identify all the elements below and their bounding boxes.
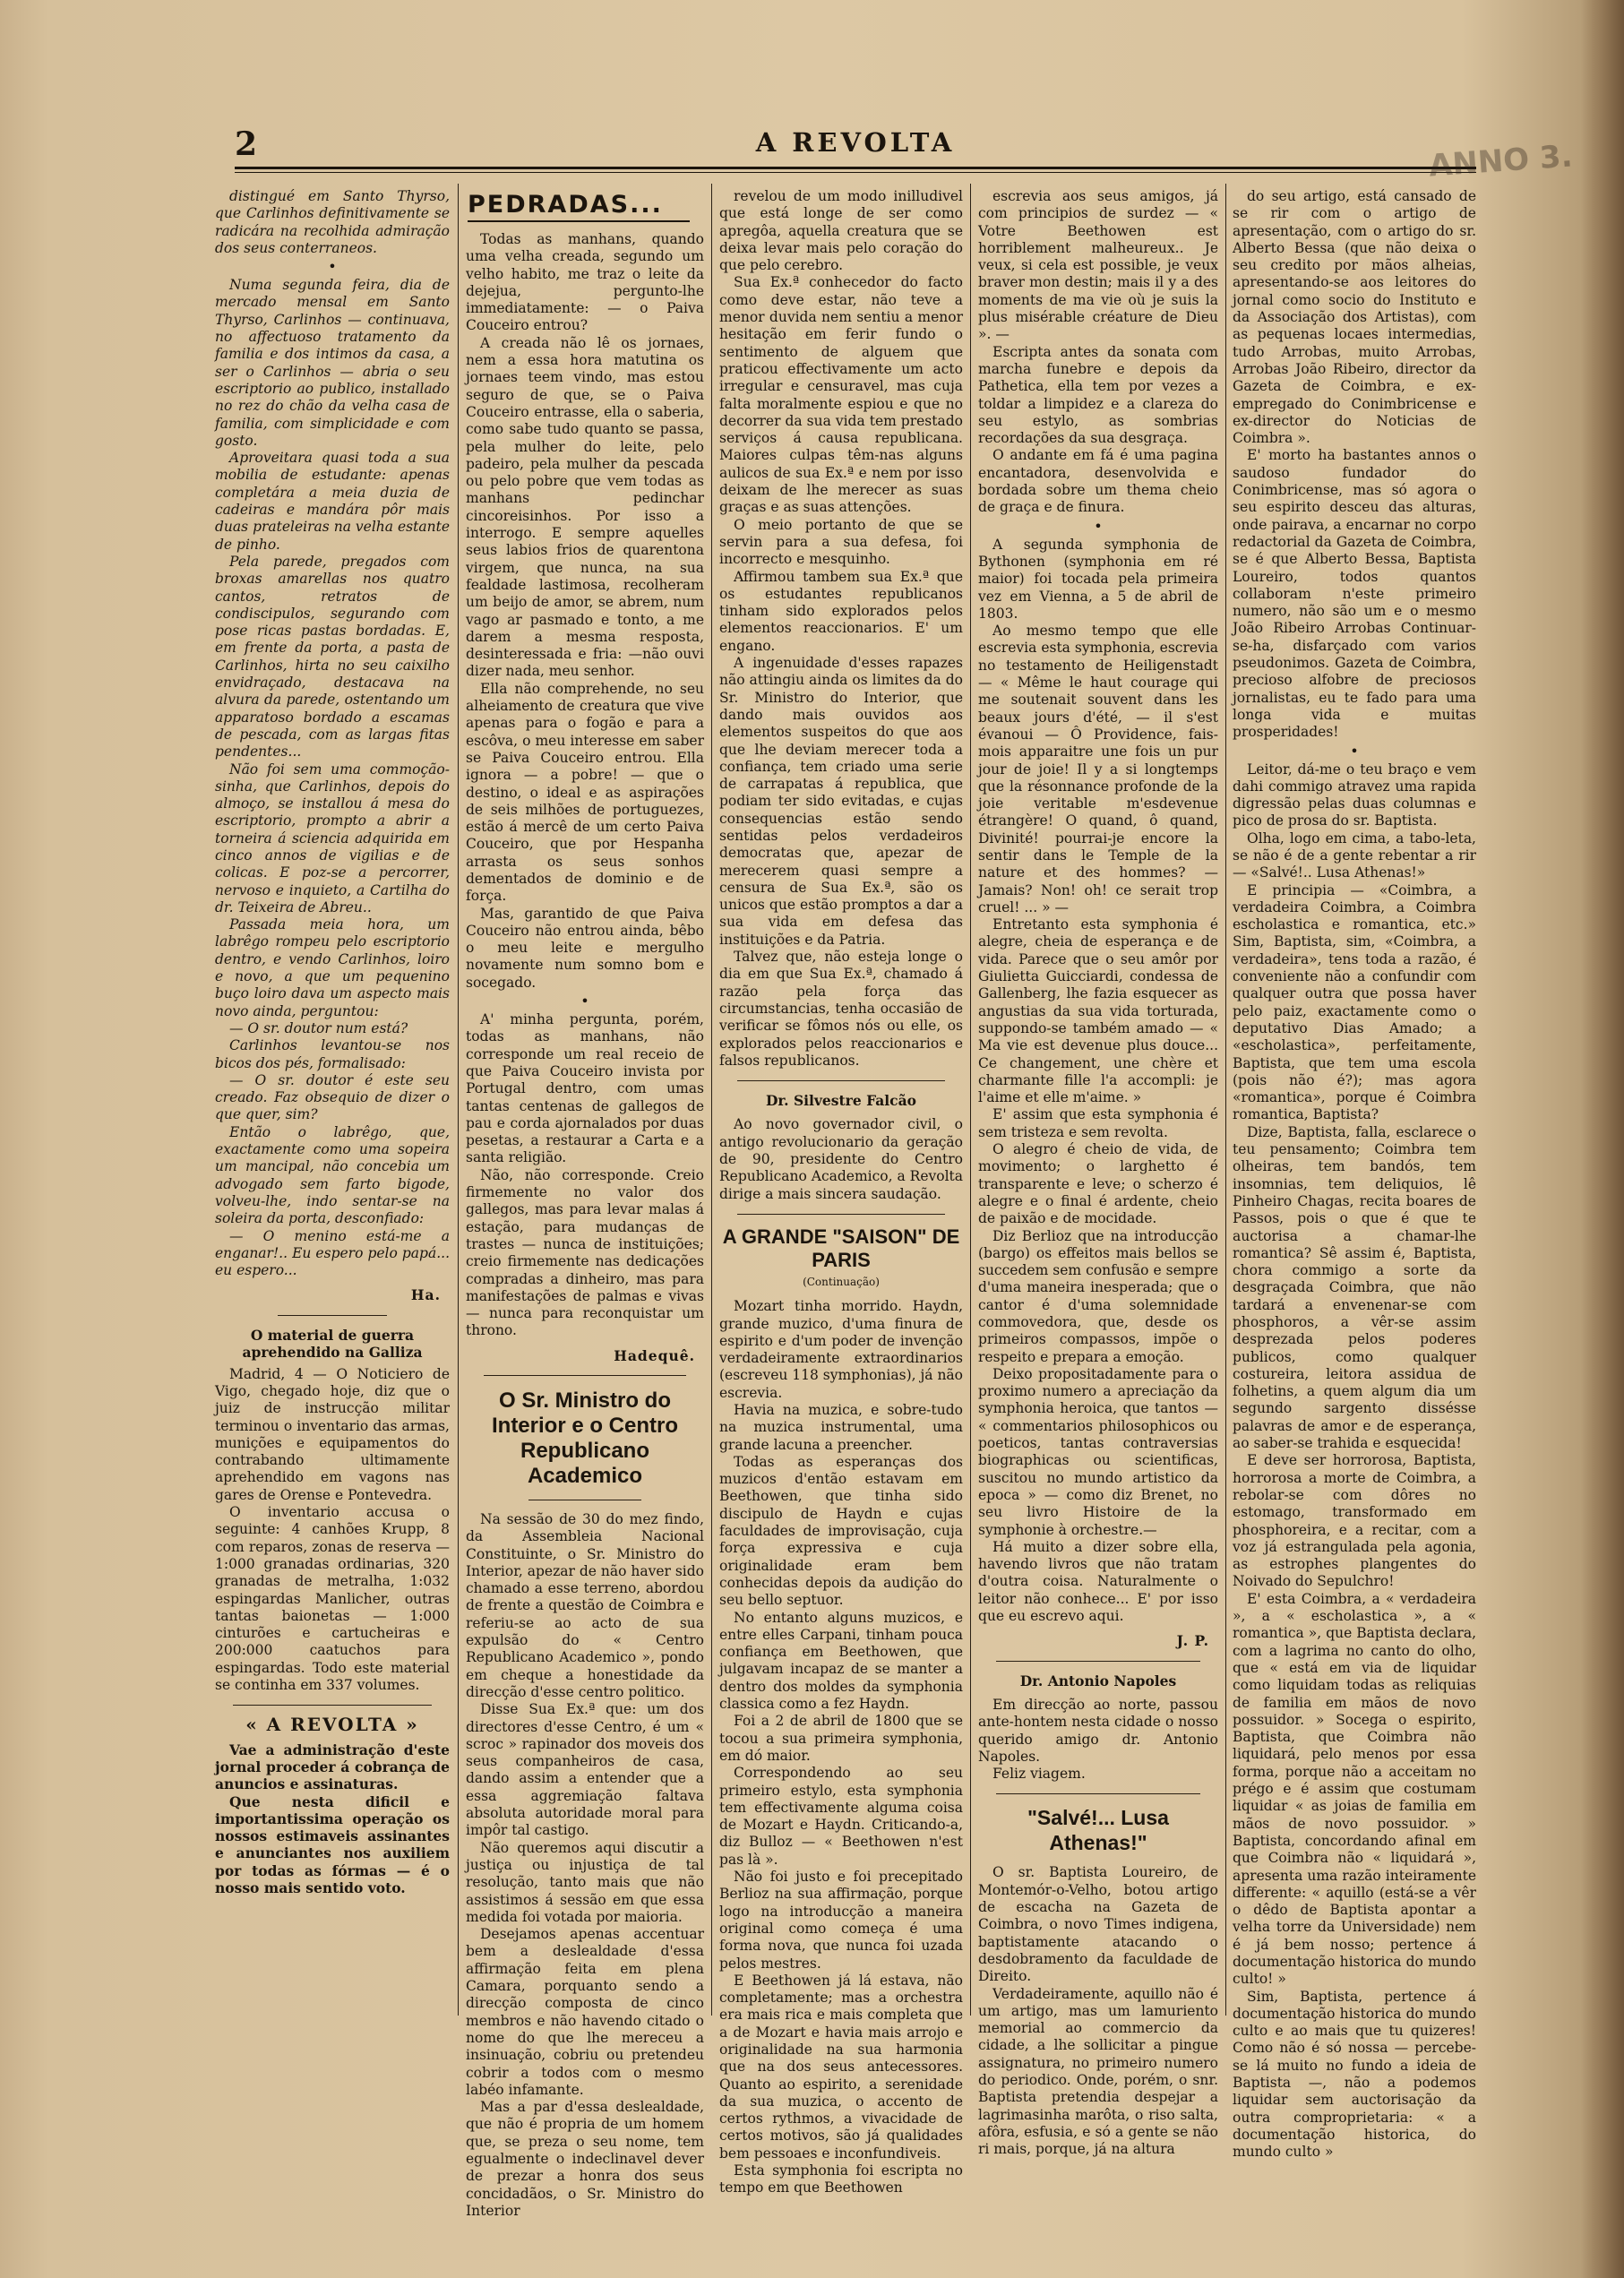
article-paragraph: Disse Sua Ex.ª que: um dos directores d'esse Centro, é um « scroc » rapinador dos moveis dos seus companheiros de casa, dando assim a entender que a essa aggremiação faltava absoluta autoridade moral para impôr tal castigo.: [466, 1701, 704, 1839]
article-paragraph: O alegro é cheio de vida, de movimento; o larghetto é transparente e leve; o scherzo é alegre e o final é ardente, cheio de paixão e de mocidade.: [978, 1141, 1218, 1227]
article-paragraph: escrevia aos seus amigos, já com principios de surdez — « Votre Beethowen est horriblement malheureux.. Je veux, si cela est possible, je veux braver mon destin; mais il y a des moments de ma vie où je suis la plus misérable créature de Dieu ». —: [978, 188, 1218, 343]
article-paragraph: Talvez que, não esteja longe o dia em que Sua Ex.ª, chamado á razão pela força das circumstancias, tenha occasião de verificar se fômos nós ou elle, os explorados pelos reaccionarios e falsos republicanos.: [719, 949, 963, 1069]
ornament: •: [328, 258, 337, 276]
story-paragraph: — O sr. doutor num está?: [229, 1019, 408, 1036]
article-paragraph: Mas, garantido de que Paiva Couceiro não entrou ainda, bêbo o meu leite e mergulho novamente num somno bom e socegado.: [466, 905, 704, 991]
article-paragraph: Não queremos aqui discutir a justiça ou injustiça de tal resolução, tanto mais que não assistimos á sessão em que essa medida foi votada por maioria.: [466, 1839, 704, 1925]
story-paragraph: Aproveitara quasi toda a sua mobilia de estudante: apenas completára a meia duzia de cadeiras e mandára pôr mais duas prateleiras na velha estante de pinho.: [215, 450, 450, 553]
author-signature: Ha.: [410, 1286, 441, 1304]
article-paragraph: Ao mesmo tempo que elle escrevia esta symphonia, escrevia no testamento de Heiligenstadt — « Même le haut courage qui me soutenait souvent dans les beaux jours d'été, — il s'est évanoui — Ô Providence, fais-mois apparaitre une fois un pur jour de joie! Il y a si longtemps que la résonnance profonde de la joie veritable m'esdevenue étrangère! O quand, ô quand, Divinité! pourrai-je encore la sentir dans le Temple de la nature et des hommes? — Jamais? Non! oh! ce serait trop cruel! ... » —: [978, 623, 1218, 915]
column-divider: [711, 184, 712, 2016]
story-paragraph: Carlinhos levantou-se nos bicos dos pés, formalisado:: [215, 1037, 450, 1071]
article-paragraph: Ella não comprehende, no seu alheiamento de creatura que vive apenas para o fogão e para a escôva, o meu interesse em saber se Paiva Couceiro entrou. Ella ignora — a pobre! — que o destino, o ideal e as aspirações de seis milhões de portuguezes, estão á mercê de um certo Paiva Couceiro, que por Hespanha arrasta os seus sonhos dementados de dominio e de força.: [466, 680, 704, 905]
article-paragraph: Deixo propositadamente para o proximo numero a apreciação da symphonia heroica, que tantos — « commentarios philosophicos ou poeticos, tantas contraversias biographicas ou scientificas, suscitou no mundo artistico da epoca » — como diz Brenet, no seu livro Histoire de la symphonie à orchestre.—: [978, 1365, 1218, 1538]
article-paragraph: Escripta antes da sonata com marcha funebre e depois da Pathetica, ella tem por vezes a toldar a limpidez e a clareza do seu estylo, as sombrias recordações da sua desgraça.: [978, 343, 1218, 447]
column-2: [466, 188, 705, 2219]
article-paragraph: Todas as manhans, quando uma velha creada, segundo um velho habito, me traz o leite da dejejua, pergunto-lhe immediatamente: — o Paiva Couceiro entrou?: [466, 231, 704, 334]
article-paragraph: E' assim que esta symphonia é sem tristeza e sem revolta.: [978, 1106, 1218, 1140]
story-paragraph: Numa segunda feira, dia de mercado mensal em Santo Thyrso, Carlinhos — continuava, no affectuoso tratamento da familia e dos intimos da casa, a ser o Carlinhos — abria o seu escriptorio ao publico, installado no rez do chão da velha casa de familia, com simplicidade e com gosto.: [215, 277, 450, 449]
column-3: [719, 188, 964, 2196]
separator: [737, 1080, 945, 1081]
column-1: [215, 188, 450, 2016]
headline-pedradas: PEDRADAS...: [468, 190, 690, 222]
article-paragraph: Dize, Baptista, falla, esclarece o teu pensamento; Coimbra tem olheiras, tem bandós, tem insomnias, tem deliquios, lê Pinheiro Chagas, recita boares de Passos, pois o que é que te auctorisa a chamar-lhe romantica? Sê assim é, Baptista, chora commigo a sorte da desgraçada Coimbra, que não tardará a envenenar-se com phosphoros, a vêr-se assim desprezada pelos poderes publicos, como qualquer costureira, leitora assidua de folhetins, a quem algum dia um segundo sargento dissésse palavras de amor e de esperança, ao saber-se trahida e esquecida!: [1233, 1123, 1476, 1452]
headline-napoles: Dr. Antonio Napoles: [1019, 1672, 1177, 1689]
column-divider: [970, 184, 971, 2016]
article-paragraph: E Beethowen já lá estava, não completamente; mas a orchestra era mais rica e mais completa que a de Mozart e havia mais arrojo e originalidade na sua harmonia que na dos seus antecessores. Quanto ao espirito, a serenidade da sua muzica, o accento de certos rythmos, a vivacidade de certos motivos, são já qualidades bem pessoaes e inconfundiveis.: [719, 1972, 963, 2162]
article-paragraph: Sim, Baptista, pertence á documentação historica do mundo culto e ao mais que tu quizeres! Como não é só nossa — percebe-se lá muito no fundo a ideia de Baptista —, não a podemos liquidar sem auctorisação da outra comproprietaria: « a documentação historica, do mundo culto »: [1233, 1988, 1476, 2161]
article-paragraph: Correspondendo ao seu primeiro estylo, esta symphonia tem effectivamente alguma coisa de Mozart e Haydn. Criticando-a, diz Bulloz — « Beethowen n'est pas là ».: [719, 1765, 963, 1868]
author-signature: Hadequê.: [614, 1346, 695, 1364]
separator: [484, 1375, 686, 1376]
headline-guerra: O material de guerra aprehendido na Galliza: [242, 1326, 423, 1361]
continuation-label: (Continuação): [803, 1275, 880, 1288]
article-paragraph: Affirmou tambem sua Ex.ª que os estudantes republicanos tinham sido explorados pelos elementos reaccionarios. E' um engano.: [719, 568, 963, 654]
article-paragraph: A' minha pergunta, porém, todas as manhans, não corresponde um real receio de que Paiva Couceiro invista por Portugal dentro, com umas tantas centenas de gallegos de pau e corda ajornalados por duas pesetas, a restaurar a Carta e a santa religião.: [466, 1011, 704, 1166]
article-paragraph: Madrid, 4 — O Noticiero de Vigo, chegado hoje, diz que o juiz de instrucção militar terminou o inventario das armas, munições e equipamentos do contrabando ultimamente aprehendido em vagons nas gares de Orense e Pontevedra.: [215, 1365, 450, 1503]
story-paragraph: Não foi sem uma commoção-sinha, que Carlinhos, depois do almoço, se installou á mesa do escriptorio, prompto a abrir a torneira á sciencia adquirida em cinco annos de vigilias e de colicas. E poz-se a percorrer, nervoso e inquieto, a Cartilha do dr. Teixeira de Abreu..: [215, 761, 450, 915]
stamp-watermark: ANNO 3.: [1427, 138, 1574, 185]
article-paragraph: E' morto ha bastantes annos o saudoso fundador do Conimbricense, mas só agora o seu espirito desceu das alturas, onde pairava, a encarnar no corpo redactorial da Gazeta de Coimbra, se é que Alberto Bessa, Baptista Loureiro, todos quantos collaboram n'este primeiro numero, não são um e o mesmo João Ribeiro Arrobas Continuar-se-ha, disfarçado com varios pseudonimos. Gazeta de Coimbra, precioso alfobre de preciosos jornalistas, eu te fado para uma longa vida e muitas prosperidades!: [1233, 447, 1476, 741]
headline-revolta: « A REVOLTA »: [245, 1714, 419, 1736]
article-paragraph: Em direcção ao norte, passou ante-hontem nesta cidade o nosso querido amigo dr. Antonio Napoles.: [978, 1696, 1218, 1765]
article-paragraph: Havia na muzica, e sobre-tudo na muzica instrumental, uma grande lacuna a preencher.: [719, 1402, 963, 1453]
separator: [996, 1793, 1200, 1794]
article-paragraph: Verdadeiramente, aquillo não é um artigo, mas um lamuriento memorial ao commercio da cidade, a lhe sollicitar a pingue assignatura, no primeiro numero do periodico. Onde, porém, o snr. Baptista pretendia despejar a lagrimasinha marôta, o riso salta, afôra, esfusia, e só a gente se não ri mais, porque, já na altura: [978, 1985, 1218, 2158]
notice-paragraph: Vae a administração d'este jornal proceder á cobrança de anuncios e assinaturas.: [215, 1741, 450, 1793]
newspaper-title: A REVOLTA: [755, 127, 956, 158]
story-paragraph: Passada meia hora, um labrêgo rompeu pelo escriptorio dentro, e vendo Carlinhos, loiro e novo, a que um pequenino buço loiro dava um aspecto mais novo ainda, perguntou:: [215, 916, 450, 1019]
page-number: 2: [235, 125, 258, 163]
article-paragraph: E principia — «Coimbra, a verdadeira Coimbra, a Coimbra escholastica e romantica, etc.» Sim, Baptista, sim, «Coimbra, a verdadeira», tens toda a razão, é conveniente não a confundir com qualquer outra que possa haver pelo paiz, exactamente como o deputativo Dias Amado; a «escholastica», perfeitamente, Baptista, que tem uma escola (pois não é?); mas agora «romantica», porque é Coimbra romantica, Baptista?: [1233, 881, 1476, 1123]
article-paragraph: Olha, logo em cima, a tabo-leta, se não é de a gente rebentar a rir — «Salvé!.. Lusa Athenas!»: [1233, 830, 1476, 881]
article-paragraph: Não foi justo e foi precepitado Berlioz na sua affirmação, porque logo na introducção a maneira original como começa é uma forma nova, que nunca foi uzada pelos mestres.: [719, 1869, 963, 1972]
article-paragraph: Na sessão de 30 do mez findo, da Assembleia Nacional Constituinte, o Sr. Ministro do Interior, apezar de não haver sido chamado a esse terreno, abordou de frente a questão de Coimbra e referiu-se ao acto de sua expulsão do « Centro Republicano Academico », pondo em cheque a honestidade da direcção d'esse centro politico.: [466, 1511, 705, 1700]
article-paragraph: O andante em fá é uma pagina encantadora, desenvolvida e bordada sobre um thema cheio de graça e de finura.: [978, 447, 1218, 516]
headline-salve: "Salvé!... Lusa Athenas!": [1027, 1806, 1169, 1855]
article-paragraph: No entanto alguns muzicos, e entre elles Carpani, tinham pouca confiança em Beethowen, que julgavam incapaz de se manter a dentro dos moldes da symphonia classica como a fez Haydn.: [719, 1609, 963, 1713]
article-paragraph: revelou de um modo inilludivel que está longe de ser como apregôa, aquella creatura que se deixa levar mais pelo coração do que pelo cerebro.: [719, 188, 963, 274]
ornament: •: [580, 993, 589, 1010]
article-paragraph: Entretanto esta symphonia é alegre, cheia de esperança e de vida. Parece que o seu amôr por Giulietta Guicciardi, condessa de Gallenberg, lhe fazia esquecer as angustias da sua vida torturada, suppondo-se também amado — « Ma vie est devenue plus douce... Ce changement, une chère et charmante fille l'a accompli: je l'aime et elle m'aime. »: [978, 916, 1218, 1106]
ornament: •: [1094, 517, 1103, 535]
separator: [737, 1214, 945, 1215]
story-paragraph: Então o labrêgo, que, exactamente como uma sopeira um mancipal, não concebia um advogado sem farto bigode, volveu-lhe, indo sentar-se na soleira da porta, desconfiado:: [215, 1123, 450, 1227]
article-paragraph: O meio portanto de que se servin para a sua defesa, foi incorrecto e mesquinho.: [719, 516, 963, 568]
masthead: [235, 125, 1476, 163]
column-divider: [1225, 184, 1226, 2016]
article-paragraph: O sr. Baptista Loureiro, de Montemór-o-Velho, botou artigo de escacha na Gazeta de Coimbra, o novo Times indigena, baptistamente atacando o desdobramento da faculdade de Direito.: [978, 1864, 1218, 1985]
article-paragraph: Foi a 2 de abril de 1800 que se tocou a sua primeira symphonia, em dó maior.: [719, 1713, 963, 1764]
article-paragraph: Ao novo governador civil, o antigo revolucionario da geração de 90, presidente do Centro Republicano Academico, a Revolta dirige a mais sincera saudação.: [719, 1116, 964, 1202]
separator: [278, 1315, 387, 1316]
article-paragraph: O inventario accusa o seguinte: 4 canhões Krupp, 8 com reparos, zonas de reserva — 1:000 granadas ordinarias, 320 granadas de metralha, 1:032 espingardas Manlicher, outras tantas baionetas — 1:000 cinturões e cartucheiras e 200:000 caatuchos para espingardas. Todo este material se continha em 337 volumes.: [215, 1504, 450, 1694]
article-paragraph: Leitor, dá-me o teu braço e vem dahi commigo atravez uma rapida digressão pelas duas columnas e pico de prosa do sr. Baptista.: [1233, 761, 1476, 830]
masthead-rule-thin: [235, 172, 1476, 173]
story-paragraph: — O sr. doutor é este seu creado. Faz obsequio de dizer o que quer, sim?: [215, 1071, 450, 1123]
article-paragraph: Não, não corresponde. Creio firmemente no valor dos gallegos, mas para levar malas á estação, para mudanças de trastes — nunca de instituições; creio firmemente nas dedicações compradas a dinheiro, mas para manifestações de palmas e vivas — nunca para reconquistar um throno.: [466, 1166, 704, 1339]
article-paragraph: A creada não lê os jornaes, nem a essa hora matutina os jornaes teem vindo, mas estou seguro de que, se o Paiva Couceiro entrasse, ella o saberia, como sabe tudo quanto se passa, pela mulher do leite, pelo padeiro, pela mulher da pescada ou pelo pobre que vem todas as manhans pedinchar cincoreisinhos. Por isso a interrogo. E sempre aquelles seus labios frios de quarentona virgem, que nunca, na sua fealdade lastimosa, recolheram um beijo de amor, se abrem, num vago ar pasmado e tonto, a me darem a mesma resposta, desinteressada e fria: —não ouvi dizer nada, meu senhor.: [466, 334, 704, 680]
separator: [996, 1661, 1200, 1662]
article-paragraph: Diz Berlioz que na introducção (bargo) os effeitos mais bellos se succedem sem confusão e sempre d'uma maneira inesperada; que o cantor é d'uma solemnidade commovedora, que, desde os primeiros compassos, impõe o respeito e prepara a emoção.: [978, 1227, 1218, 1365]
article-paragraph: Mozart tinha morrido. Haydn, grande muzico, d'uma finura de espirito e d'um poder de invenção verdadeiramente extraordinarios (escreveu 118 symphonias), já não escrevia.: [719, 1298, 963, 1401]
article-paragraph: do seu artigo, está cansado de se rir com o artigo de apresentação, com o artigo do sr. Alberto Bessa (que não deixa o seu credito por mãos alheias, apresentando-se aos leitores do jornal como socio do Instituto e da Associação dos Artistas), com as pequenas locaes intermedias, tudo Arrobas, muito Arrobas, Arrobas João Ribeiro, director da Gazeta de Coimbra, e ex-empregado do Conimbricense e ex-director do Noticias de Coimbra ».: [1233, 188, 1476, 447]
column-4: [978, 188, 1218, 2158]
separator: [233, 1705, 432, 1706]
article-paragraph: Esta symphonia foi escripta no tempo em que Beethowen: [719, 2162, 963, 2196]
article-paragraph: E' esta Coimbra, a « verdadeira », a « escholastica », a « romantica », que Baptista declara, com a lagrima no canto do olho, que « está em via de liquidar como liquidam todas as reliquias de familia em mãos de novo possuidor. » Socega o espirito, Baptista, que Coimbra não liquidará, pelo menos por essa forma, porque não a acceitam no prégo e é assim que costumam liquidar « as joias de familia em mãos de novo possuidor. » Baptista, concordando afinal em que Coimbra não « liquidará », apresenta uma razão inteiramente differente: « aquillo (está-se a vêr o dêdo de Baptista apontar a velha torre da Universidade) nem é já bem nosso; pertence á documentação historica do mundo culto! »: [1233, 1590, 1476, 1988]
story-paragraph: Pela parede, pregados com broxas amarellas nos quatro cantos, retratos de condiscipulos, segurando com pose ricas pastas bordadas. E, em frente da porta, a pasta de Carlinhos, hirta no seu caixilho envidraçado, destacava na alvura da parede, ostentando um apparatoso bordado a escamas de pescada, com as largas fitas pendentes...: [215, 553, 450, 761]
article-paragraph: Feliz viagem.: [992, 1766, 1086, 1783]
story-paragraph: distingué em Santo Thyrso, que Carlinhos definitivamente se radicára na recolhida admiração dos seus conterraneos.: [215, 188, 450, 256]
article-paragraph: Mas a par d'essa deslealdade, que não é propria de um homem que, se preza o seu nome, tem egualmente o indeclinavel dever de prezar a honra dos seus concidadãos, o Sr. Ministro do Interior: [466, 2099, 704, 2219]
article-paragraph: Há muito a dizer sobre ella, havendo livros que não tratam d'outra coisa. Naturalmente o leitor não conhece... E' por isso que eu escrevo aqui.: [978, 1538, 1218, 1625]
story-paragraph: — O menino está-me a enganar!.. Eu espero pelo papá... eu espero...: [215, 1227, 450, 1279]
masthead-rule: [235, 167, 1476, 169]
column-divider: [458, 184, 459, 2016]
article-paragraph: E deve ser horrorosa, Baptista, horrorosa a morte de Coimbra, a rebolar-se com dôres no estomago, transformado em phosphoreira, e a recitar, com a voz já estrangulada pela agonia, as estrophes plangentes do Noivado do Sepulchro!: [1233, 1452, 1476, 1590]
headline-ministro: O Sr. Ministro do Interior e o Centro Republicano Academico: [491, 1388, 679, 1488]
article-paragraph: Sua Ex.ª conhecedor do facto como deve estar, não teve a menor duvida nem sentiu a menor hesitação em ferir fundo o sentimento de alguem que praticou effectivamente um acto irregular e censuravel, mas cuja falta moralmente espiou e que no decorrer da sua vida tem prestado serviços á causa republicana. Maiores culpas têm-nas alguns aulicos de sua Ex.ª e nem por isso deixam de lhe merecer as suas graças e as suas attenções.: [719, 274, 963, 516]
ornament: •: [1350, 742, 1359, 760]
headline-saison: A GRANDE "SAISON" DE PARIS: [722, 1225, 960, 1271]
article-paragraph: A ingenuidade d'esses rapazes não attingiu ainda os limites da do Sr. Ministro do Interior, que dando mais ouvidos aos elementos suspeitos do que aos que lhe deviam merecer toda a confiança, tem criado uma serie de carrapatas á republica, que podiam ter sido evitadas, e cujas consequencias estão sendo sentidas pelos verdadeiros democratas que, apezar de merecerem quasi sempre a censura de Sua Ex.ª, são os unicos que estão promptos a dar a sua vida em defesa das instituições e da Patria.: [719, 655, 963, 948]
notice-paragraph: Que nesta dificil e importantissima operação os nossos estimaveis assinantes e anunciantes nos auxiliem por todas as fórmas — é o nosso mais sentido voto.: [215, 1792, 450, 1897]
article-paragraph: A segunda symphonia de Bythonen (symphonia em ré maior) foi tocada pela primeira vez em Vienna, a 5 de abril de 1803.: [978, 536, 1218, 622]
column-5: [1233, 188, 1476, 2161]
author-signature: J. P.: [1176, 1632, 1209, 1650]
article-paragraph: Desejamos apenas accentuar bem a deslealdade d'essa affirmação feita em plena Camara, porquanto sendo a direcção composta de cinco membros e não havendo citado o nome do que lhe mereceu a insinuação, cobriu ou pretendeu cobrir a todos com o mesmo labéo infamante.: [466, 1926, 704, 2098]
headline-falcao: Dr. Silvestre Falcão: [765, 1092, 917, 1110]
article-paragraph: Todas as esperanças dos muzicos d'então estavam em Beethowen, que tinha sido discipulo de Haydn e cujas faculdades de improvisação, cuja força expressiva e cuja originalidade eram bem conhecidas depois da audição do seu bello septuor.: [719, 1453, 963, 1609]
